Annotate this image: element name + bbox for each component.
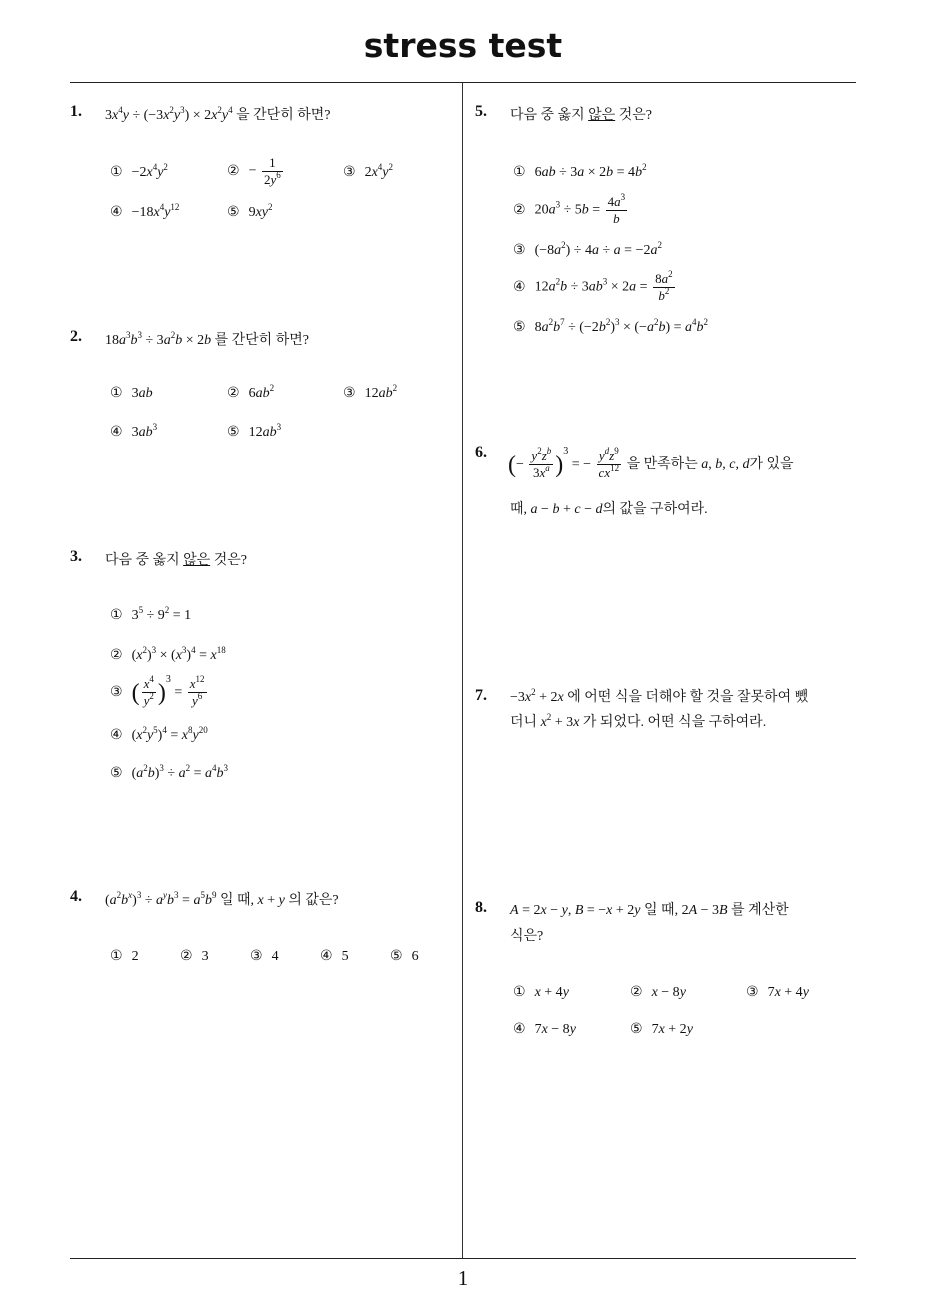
q4-option-2[interactable]: ② 3	[180, 948, 209, 964]
q8-option-1[interactable]: ① x + 4y	[513, 984, 569, 1000]
question-text: $(a^2b^x)^3 \div a^yb^3 = a^5b^9$ 일 때, x + y 의 값은?	[105, 890, 339, 908]
question-7-text-line-2: 더니 $x^2 + 3x$ 가 되었다. 어떤 식을 구하여라.	[510, 712, 767, 730]
question-7-text-line-1: $-3x^2 + 2x$ 에 어떤 식을 더해야 할 것을 잘못하여 뺐	[510, 687, 809, 705]
q1-option-5[interactable]: ⑤ $9xy^2$	[227, 202, 273, 220]
question-text: $18a^3b^3 \div 3a^2b \times 2b$ 를 간단히 하면?	[105, 330, 309, 348]
question-number: 3.	[70, 548, 82, 565]
q5-option-1[interactable]: ① $6ab \div 3a \times 2b = 4b^2$	[513, 162, 647, 180]
q5-option-2[interactable]: ② $20a^3 \div 5b$ = $\frac{4a^3}{b}$	[513, 192, 626, 226]
question-number: 2.	[70, 328, 82, 345]
question-number: 6.	[475, 444, 487, 461]
q8-option-3[interactable]: ③ 7x + 4y	[746, 984, 809, 1000]
q2-option-5[interactable]: ⑤ $12ab^3$	[227, 422, 282, 440]
question-6-text-line-1: (− $\frac{y^2z^b}{3x^a}$ )$^3$ = − $\frac{y^dz^9}{cx^{12}}$ 을 만족하는 a, b, c, d가 있을	[508, 446, 794, 481]
page-title: stress test	[363, 26, 563, 65]
q2-option-4[interactable]: ④ $3ab^3$	[110, 422, 158, 440]
q8-option-5[interactable]: ⑤ 7x + 2y	[630, 1021, 693, 1037]
q3-option-4[interactable]: ④ $(x^2y^5)^4 = x^8y^{20}$	[110, 725, 208, 743]
q5-option-5[interactable]: ⑤ $8a^2b^7 \div (-2b^2)^3 \times (-a^2b) = a^4b^2$	[513, 317, 708, 335]
q3-option-5[interactable]: ⑤ $(a^2b)^3 \div a^2 = a^4b^3$	[110, 763, 228, 781]
q4-option-1[interactable]: ① 2	[110, 948, 139, 964]
q1-option-3[interactable]: ③ $2x^4y^2$	[343, 162, 393, 180]
q5-option-3[interactable]: ③ $(-8a^2) \div 4a \div a = -2a^2$	[513, 240, 662, 258]
question-number: 5.	[475, 103, 487, 120]
question-text: $3x^4y \div (-3x^2y^3) \times 2x^2y^4$ 을 간단히 하면?	[105, 105, 331, 123]
column-divider	[462, 83, 463, 1259]
question-number: 7.	[475, 687, 487, 704]
q4-option-4[interactable]: ④ 5	[320, 948, 349, 964]
q2-option-3[interactable]: ③ $12ab^2$	[343, 383, 398, 401]
q1-option-1[interactable]: ① $-2x^4y^2$	[110, 162, 168, 180]
q8-option-2[interactable]: ② x − 8y	[630, 984, 686, 1000]
q4-option-3[interactable]: ③ 4	[250, 948, 279, 964]
q2-option-2[interactable]: ② $6ab^2$	[227, 383, 275, 401]
question-text: 다음 중 옳지 않은 것은?	[105, 553, 247, 568]
q1-option-4[interactable]: ④ $-18x^4y^{12}$	[110, 202, 180, 220]
question-6-text-line-2: 때, a − b + c − d의 값을 구하여라.	[510, 502, 708, 517]
question-number: 4.	[70, 888, 82, 905]
q1-option-2[interactable]: ② − $\frac{1}{2y^6}$	[227, 155, 281, 187]
bottom-rule	[70, 1258, 856, 1259]
q2-option-1[interactable]: ① 3ab	[110, 385, 153, 401]
question-8-text-line-1: A = 2x − y, B = −x + 2y 일 때, 2A − 3B 를 계산한	[510, 903, 789, 918]
q3-option-2[interactable]: ② $(x^2)^3 \times (x^3)^4 = x^{18}$	[110, 645, 226, 663]
page-number: 1	[457, 1266, 469, 1290]
question-number: 1.	[70, 103, 82, 120]
top-rule	[70, 82, 856, 83]
q4-option-5[interactable]: ⑤ 6	[390, 948, 419, 964]
q8-option-4[interactable]: ④ 7x − 8y	[513, 1021, 576, 1037]
question-number: 8.	[475, 899, 487, 916]
q3-option-1[interactable]: ① $3^5 \div 9^2 = 1$	[110, 605, 192, 623]
question-8-text-line-2: 식은?	[510, 929, 544, 944]
question-text: 다음 중 옳지 않은 것은?	[510, 108, 652, 123]
q3-option-3[interactable]: ③ ( $\frac{x^4}{y^2}$ )$^3$ = $\frac{x^{12}}{y^6}$	[110, 674, 205, 709]
q5-option-4[interactable]: ④ $12a^2b \div 3ab^3 \times 2a$ = $\frac{8a^2}{b^2}$	[513, 269, 673, 303]
